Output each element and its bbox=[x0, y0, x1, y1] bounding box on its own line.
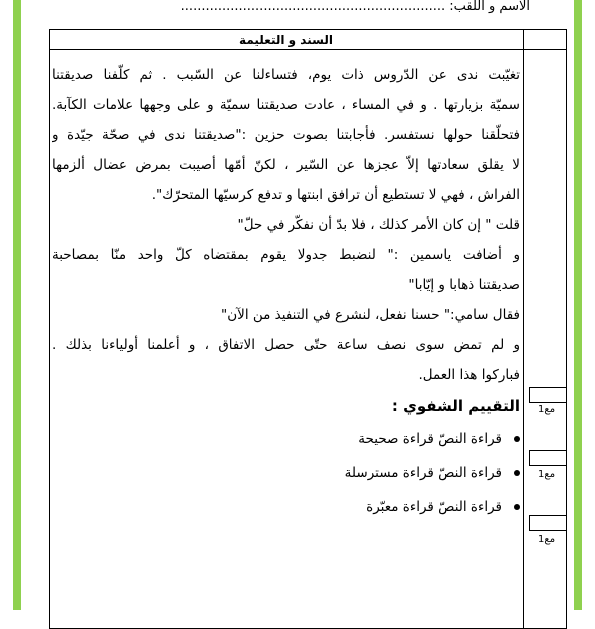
evaluation-item: قراءة النصّ قراءة مسترسلة bbox=[52, 456, 520, 490]
text-line-5: الفراش ، فهي لا تستطيع أن ترافق ابنتها و تدفع كرسيّها المتحرّك". bbox=[151, 187, 520, 203]
text-line-9: فقال سامي:" حسنا نفعل، لنشرع في التنفيذ من الآن" bbox=[221, 307, 520, 323]
score-box-1[interactable] bbox=[529, 387, 567, 403]
text-line-2: سميّة بزيارتها . و في المساء ، عادت صديقتنا سميّة و على وجهها علامات الكآبة. bbox=[52, 97, 520, 113]
name-dots: ................................................................ bbox=[180, 0, 446, 14]
text-line-8: صديقتنا ذهابا و إيّابا" bbox=[408, 277, 520, 293]
evaluation-title: التقييم الشفوي : bbox=[391, 397, 520, 415]
score-column-divider bbox=[523, 29, 524, 629]
text-line-3: فتحلّقنا حولها نستفسر. فأجابتنا بصوت حزين :"صديقتنا ندى في صحّة جيّدة و bbox=[52, 127, 520, 143]
evaluation-list bbox=[52, 422, 520, 524]
header-divider bbox=[49, 49, 567, 50]
score-label-3: مع1 bbox=[538, 534, 556, 545]
reading-text bbox=[52, 60, 520, 524]
left-green-margin bbox=[13, 0, 21, 610]
evaluation-item: قراءة النصّ قراءة معبّرة bbox=[52, 490, 520, 524]
name-label: الاسم و اللقب: bbox=[449, 0, 530, 14]
score-label-2: مع1 bbox=[538, 469, 556, 480]
text-line-10: و لم تمض سوى نصف ساعة حتّى حصل الاتفاق ، و أعلمنا أولياءنا بذلك . bbox=[52, 337, 520, 353]
score-label-1: مع1 bbox=[538, 404, 556, 415]
text-line-11: فباركوا هذا العمل. bbox=[418, 367, 520, 383]
student-name-line[interactable] bbox=[130, 0, 530, 20]
right-green-margin bbox=[574, 0, 582, 610]
section-title: السند و التعليمة bbox=[239, 33, 333, 47]
text-line-7: و أضافت ياسمين :" لنضبط جدولا يقوم بمقتضاه كلّ واحد منّا بمصاحبة bbox=[52, 247, 520, 263]
text-line-1: تغيّبت ندى عن الدّروس ذات يوم، فتساءلنا عن السّبب . ثم كلّفنا صديقتنا bbox=[52, 67, 520, 83]
score-box-3[interactable] bbox=[529, 515, 567, 531]
text-line-6: قلت " إن كان الأمر كذلك ، فلا بدّ أن نفكّر في حلّ" bbox=[237, 217, 520, 233]
evaluation-item: قراءة النصّ قراءة صحيحة bbox=[52, 422, 520, 456]
score-box-2[interactable] bbox=[529, 450, 567, 466]
text-line-4: لا يقلق سعادتها إلاّ عجزها عن السّير ، لكنّ أمّها أصيبت بمرض عضال ألزمها bbox=[52, 157, 520, 173]
